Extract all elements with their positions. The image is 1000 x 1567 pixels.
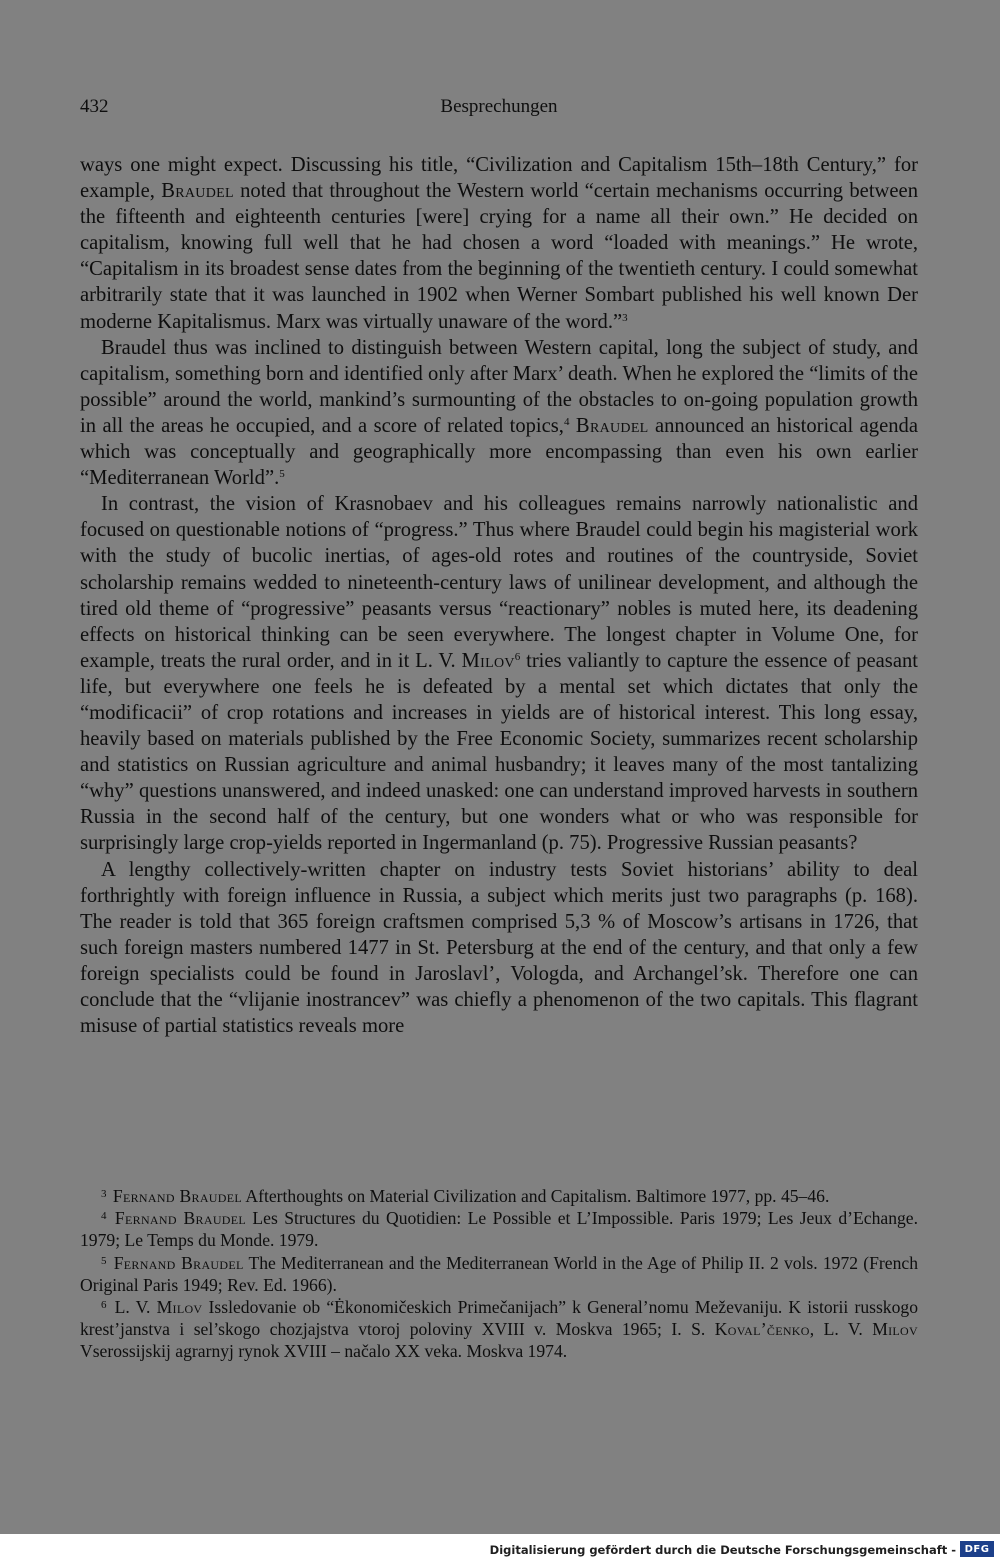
footnote-author: Fernand Braudel: [112, 1186, 242, 1206]
paragraph-1-text-cont: noted that throughout the Western world “certain mechanisms occurring between the fifteenth and eighteenth centuries [were] crying for a name all their own.” He decided on capitalism, knowing full well that he had chosen a word “loaded with meanings.” He wrote, “Capitalism in its broadest sense dates from the beginning of the twentieth century. I could somewhat arbitrarily state that it was launched in 1902 when Werner Sombart published his well known Der moderne Kapitalismus. Marx was virtually unaware of the word.”: [80, 180, 918, 333]
footnote-text: Les Structures du Quotidien: Le Possible et L’Impossible. Paris 1979; Les Jeux d’Echange. 1979; Le Temps du Monde. 1979.: [80, 1208, 918, 1251]
footnotes: [80, 1185, 918, 1363]
footnote-text: Issledovanie ob “Ėkonomičeskich Primečanijach” k General’nomu Meževaniju. K istorii russkogo krest’janstva i sel’skogo chozjajstva vtoroj poloviny XVIII v. Moskva 1965; I. S.: [80, 1297, 918, 1340]
digitization-credit: Digitalisierung gefördert durch die Deutsche Forschungsgemeinschaft -: [489, 1543, 956, 1557]
footnote-text: Vserossijskij agrarnyj rynok XVIII – načalo XX veka. Moskva 1974.: [80, 1341, 568, 1362]
footnote-ref: 4: [563, 415, 570, 428]
footnote-author: Milov: [156, 1297, 203, 1318]
footnote-text: Afterthoughts on Material Civilization and Capitalism. Baltimore 1977, pp. 45–46.: [241, 1186, 830, 1206]
paragraph-3-text-cont: tries valiantly to capture the essence of peasant life, but everywhere one feels he is defeated by a mental set which dictates that only the “modificacii” of crop rotations and increases in yields are of historical interest. This long essay, heavily based on materials published by the Free Economic Society, summarizes recent scholarship and statistics on Russian agriculture and animal husbandry; it leaves many of the most tantalizing “why” questions unanswered, and indeed unasked: one can understand improved harvests in southern Russia in the second half of the century, but one wonders what or who was responsible for surprisingly large crop-yields reported in Ingermanland (p. 75). Progressive Russian peasants?: [80, 649, 918, 855]
footnote-text: L. V.: [114, 1297, 157, 1318]
footnote-author: Koval’čenko: [714, 1319, 810, 1340]
paragraph-4-text: A lengthy collectively-written chapter on industry tests Soviet historians’ ability to deal forthrightly with foreign influence in Russia, a subject which merits just two paragraphs (p. 168). The reader is told that 365 foreign craftsmen comprised 5,3 % of Moscow’s artisans in 1726, that such foreign masters numbered 1477 in St. Petersburg at the end of the century, and that only a few foreign specialists could be found in Jaroslavl’, Vologda, and Archangel’sk. Therefore one can conclude that the “vlijanie inostrancev” was chiefly a phenomenon of the two capitals. This flagrant misuse of partial statistics reveals more: [80, 858, 918, 1038]
paragraph-4: [80, 857, 918, 1040]
paragraph-2: [80, 335, 918, 492]
footnote-number: 4: [101, 1210, 107, 1223]
page-header: [80, 96, 918, 126]
footnote-author: Milov: [872, 1319, 918, 1340]
footnote-author: Fernand Braudel: [114, 1208, 247, 1229]
paragraph-2-text-cont: announced an historical agenda which was conceptually and geographically more encompassing than even his own earlier “Mediterranean World”.: [80, 414, 918, 490]
running-head: Besprechungen: [440, 96, 558, 117]
author-name: Milov: [461, 649, 515, 672]
footnote-3: [80, 1185, 918, 1207]
paragraph-1: [80, 152, 918, 335]
footnote-author: Fernand Braudel: [113, 1252, 244, 1273]
paragraph-3-text: In contrast, the vision of Krasnobaev and his colleagues remains narrowly nationalistic and focused on questionable notions of “progress.” Thus where Braudel could begin his magisterial work with the study of bucolic inertias, of ages-old rotes and routines of the countryside, Soviet scholarship remains wedded to nineteenth-century laws of unilinear development, and although the tired old theme of “progressive” peasants versus “reactionary” nobles is muted here, its deadening effects on historical thinking can be seen everywhere. The longest chapter in Volume One, for example, treats the rural order, and in it L. V.: [80, 493, 918, 672]
footnote-4: [80, 1207, 918, 1251]
dfg-logo-icon[interactable]: DFG: [960, 1541, 994, 1557]
footnote-text: The Mediterranean and the Mediterranean World in the Age of Philip II. 2 vols. 1972 (French Original Paris 1949; Rev. Ed. 1966).: [80, 1252, 918, 1295]
author-name: Braudel: [161, 180, 234, 203]
body-text: [80, 152, 918, 1039]
footnote-number: 3: [101, 1188, 107, 1200]
footnote-number: 5: [101, 1254, 107, 1267]
author-name: Braudel: [575, 414, 649, 437]
footnote-ref: 3: [622, 311, 628, 324]
paragraph-2-text: Braudel thus was inclined to distinguish between Western capital, long the subject of study, and capitalism, something born and identified only after Marx’ death. When he explored the “limits of the possible” around the world, mankind’s surmounting of the obstacles to on-going population growth in all the areas he occupied, and a score of related topics,: [80, 336, 918, 437]
footnote-number: 6: [101, 1299, 107, 1312]
footnote-ref: 5: [279, 468, 285, 481]
paragraph-3: [80, 491, 918, 856]
page-number: 432: [80, 96, 109, 117]
footnote-ref: 6: [514, 650, 521, 663]
footnote-text: , L. V.: [809, 1319, 873, 1340]
footnote-5: [80, 1252, 918, 1296]
paragraph-1-text: ways one might expect. Discussing his title, “Civilization and Capitalism 15th–18th Century,” for example,: [80, 154, 918, 203]
footnote-6: [80, 1296, 918, 1363]
